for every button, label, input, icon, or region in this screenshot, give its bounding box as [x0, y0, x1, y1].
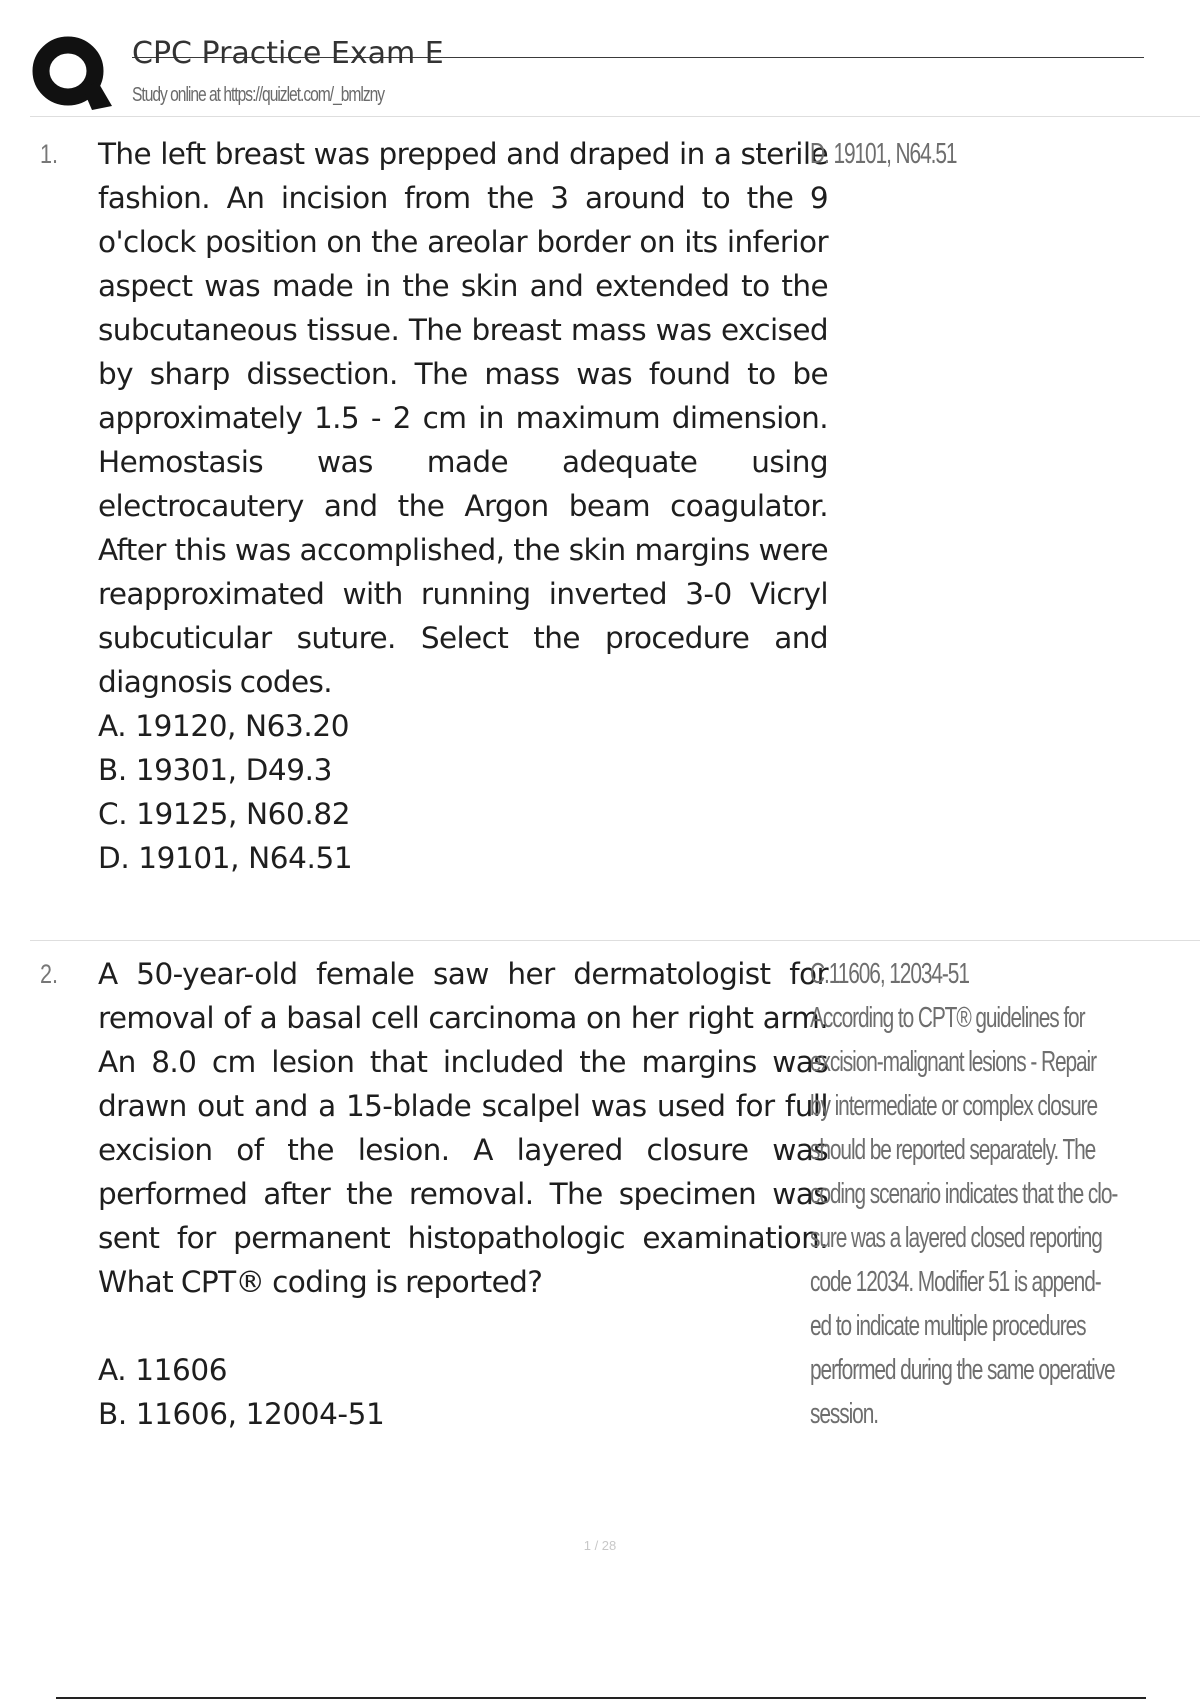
answer-column: [810, 132, 1200, 176]
answer-explanation-line: should be reported separately. The: [810, 1134, 1096, 1166]
footer-rule: [56, 1697, 1146, 1699]
answer-code: C.11606, 12034-51: [810, 958, 969, 990]
answer-option: D. 19101, N64.51: [98, 841, 353, 875]
header-divider: [30, 116, 1200, 117]
question-number: 2.: [40, 959, 59, 989]
answer-option: B. 11606, 12004-51: [98, 1397, 385, 1431]
answer-explanation-line: performed during the same operative: [810, 1354, 1115, 1386]
answer-explanation-line: According to CPT® guidelines for: [810, 1002, 1085, 1034]
question-body: [98, 952, 828, 1436]
answer-explanation-line: by intermediate or complex closure: [810, 1090, 1098, 1122]
answer-text: D. 19101, N64.51: [810, 138, 957, 170]
answer-option: A. 19120, N63.20: [98, 709, 350, 743]
answer-explanation-line: code 12034. Modifier 51 is append-: [810, 1266, 1101, 1298]
question-number: 1.: [40, 139, 59, 169]
page-title: CPC Practice Exam E: [132, 36, 444, 71]
page-number: 1 / 28: [583, 1538, 617, 1553]
answer-column: [810, 952, 1200, 1436]
study-online-link[interactable]: Study online at https://quizlet.com/_bmlzny: [132, 84, 385, 106]
answer-option: A. 11606: [98, 1353, 228, 1387]
question-text: A 50-year-old female saw her dermatologist for removal of a basal cell carcinoma on her right arm. An 8.0 cm lesion that included the margins was drawn out and a 15-blade scalpel was used for full excision of the lesion. A layered closure was performed after the removal. The specimen was sent for permanent histopathologic examination. What CPT® coding is reported?: [98, 957, 828, 1299]
question-text: The left breast was prepped and draped in a sterile fashion. An incision from the 3 around to the 9 o'clock position on the areolar border on its inferior aspect was made in the skin and extended to the subcutaneous tissue. The breast mass was excised by sharp dissection. The mass was found to be approximately 1.5 - 2 cm in maximum dimension. Hemostasis was made adequate using electrocautery and the Argon beam coagulator. After this was accomplished, the skin margins were reapproximated with running inverted 3-0 Vicryl subcuticular suture. Select the procedure and diagnosis codes.: [98, 137, 828, 699]
answer-explanation-line: session.: [810, 1398, 878, 1430]
answer-explanation-line: coding scenario indicates that the clo-: [810, 1178, 1118, 1210]
answer-explanation-line: sure was a layered closed reporting: [810, 1222, 1102, 1254]
question-body: [98, 132, 828, 880]
answer-option: C. 19125, N60.82: [98, 797, 351, 831]
answer-explanation-line: ed to indicate multiple procedures: [810, 1310, 1086, 1342]
page-header: [0, 0, 1200, 118]
answer-option: B. 19301, D49.3: [98, 753, 332, 787]
quizlet-logo-icon: [30, 32, 112, 112]
answer-explanation-line: excision-malignant lesions - Repair: [810, 1046, 1096, 1078]
question-divider: [30, 940, 1200, 941]
